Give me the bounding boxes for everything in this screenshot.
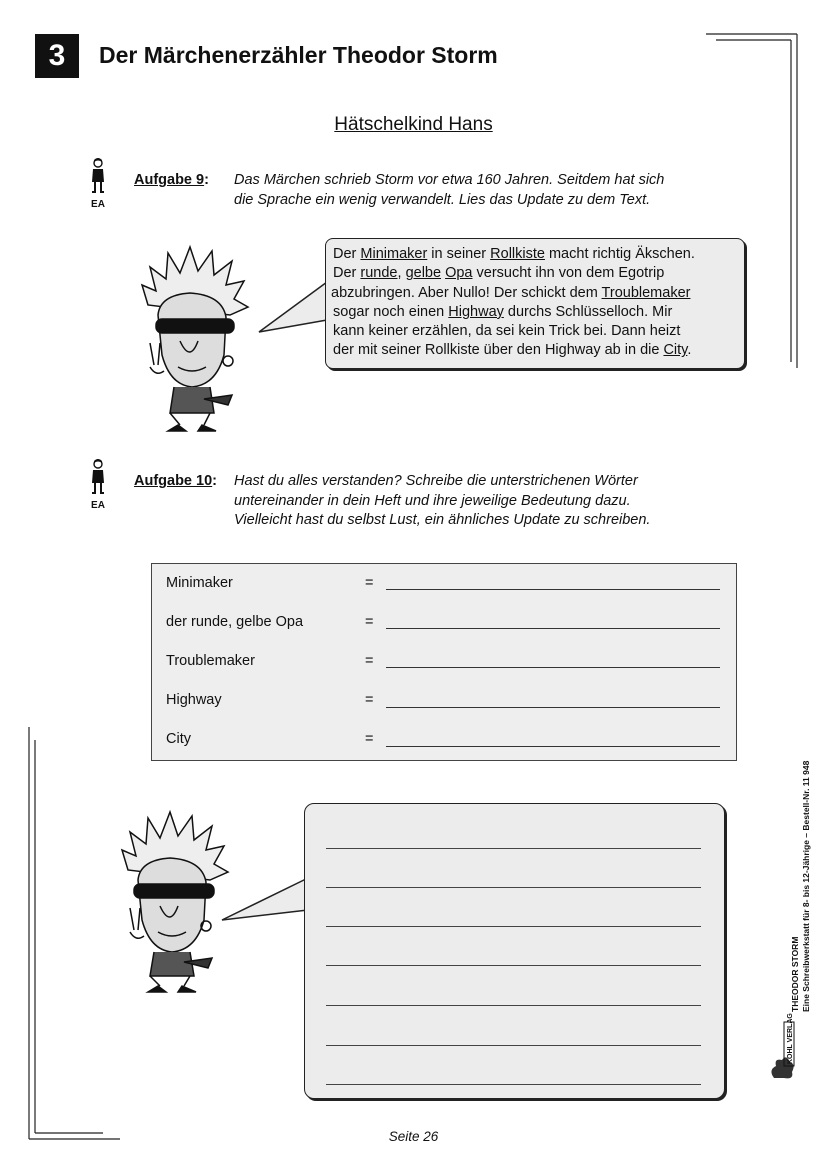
text: sogar noch einen xyxy=(333,303,449,320)
text: Der xyxy=(333,246,361,262)
side-line: THEODOR STORM xyxy=(790,936,800,1012)
underlined-word: City xyxy=(663,342,688,359)
underlined-word: Rollkiste xyxy=(490,246,545,262)
publisher-logo xyxy=(768,1013,798,1082)
text: macht richtig Äkschen. xyxy=(544,246,695,262)
update-line: kann keiner erzählen, da sei kein Trick bei. Dann heizt xyxy=(333,323,681,340)
equals-sign: = xyxy=(365,653,374,669)
text: versucht ihn von dem Egotrip xyxy=(472,265,665,282)
vocab-term: Troublemaker xyxy=(166,653,255,669)
task9-line: Das Märchen schrieb Storm vor etwa 160 Jahren. Seitdem hat sich xyxy=(234,172,665,188)
task10-line: untereinander in dein Heft und ihre jeweilige Bedeutung dazu. xyxy=(234,492,631,509)
answer-line[interactable] xyxy=(386,628,720,629)
writing-line[interactable] xyxy=(326,848,701,849)
text: , xyxy=(397,265,406,282)
subtitle-text: Hätschelkind Hans xyxy=(334,114,493,135)
section-subtitle xyxy=(0,114,827,136)
vocab-term: Highway xyxy=(166,692,222,708)
underlined-word: Troublemaker xyxy=(601,284,691,301)
task9-label-colon: : xyxy=(204,172,209,188)
task10-label-text: Aufgabe 10 xyxy=(134,473,213,489)
side-publication-info xyxy=(790,761,811,1012)
ea-label: EA xyxy=(91,199,105,210)
underlined-word: runde xyxy=(360,265,398,282)
rocker-grandpa-illustration xyxy=(140,245,250,435)
individual-work-icon xyxy=(88,156,108,196)
equals-sign: = xyxy=(365,731,374,747)
underlined-word: Highway xyxy=(448,303,504,320)
vocab-term: der runde, gelbe Opa xyxy=(166,614,304,630)
equals-sign: = xyxy=(365,692,374,708)
update-line xyxy=(333,341,695,360)
equals-sign: = xyxy=(365,575,374,591)
task9-label xyxy=(134,172,209,188)
page-title: Der Märchenerzähler Theodor Storm xyxy=(99,42,498,68)
vocab-term: Minimaker xyxy=(166,575,233,591)
page-number: Seite 26 xyxy=(388,1129,439,1144)
publisher-name: KOHL VERLAG xyxy=(787,1013,794,1064)
task9-instructions xyxy=(234,171,664,210)
task9-line: die Sprache ein wenig verwandelt. Lies das Update zu dem Text. xyxy=(234,191,651,208)
writing-line[interactable] xyxy=(326,965,701,966)
update-line xyxy=(331,284,695,303)
writing-line[interactable] xyxy=(326,1005,701,1006)
task10-label xyxy=(134,473,217,489)
update-line xyxy=(333,264,695,283)
underlined-word: Opa xyxy=(445,265,473,282)
individual-work-icon xyxy=(88,457,108,497)
answer-line[interactable] xyxy=(386,707,720,708)
text: der mit seiner Rollkiste über den Highway ab in die xyxy=(333,342,664,359)
text: in seiner xyxy=(427,246,491,262)
task10-label-colon: : xyxy=(212,473,218,489)
answer-line[interactable] xyxy=(386,746,720,747)
rocker-grandpa-illustration xyxy=(120,810,230,1000)
text: . xyxy=(687,342,692,359)
equals-sign: = xyxy=(365,614,374,630)
update-line xyxy=(333,303,695,322)
task10-instructions xyxy=(234,472,650,531)
writing-line[interactable] xyxy=(326,887,701,888)
answer-line[interactable] xyxy=(386,589,720,590)
task9-label-text: Aufgabe 9 xyxy=(134,172,205,188)
text: abzubringen. Aber Nullo! Der schickt dem xyxy=(331,284,602,301)
underlined-word: Minimaker xyxy=(360,246,428,262)
chapter-number-badge: 3 xyxy=(35,34,79,78)
side-line: Eine Schreibwerkstatt für 8- bis 12-Jährige – Bestell-Nr. 11 948 xyxy=(800,760,811,1012)
ea-label: EA xyxy=(91,500,105,511)
writing-line[interactable] xyxy=(326,1084,701,1085)
text: Der xyxy=(333,265,361,282)
text: durchs Schlüsselloch. Mir xyxy=(503,303,673,320)
update-text xyxy=(333,245,695,361)
task10-line: Hast du alles verstanden? Schreibe die unterstrichenen Wörter xyxy=(234,473,638,489)
underlined-word: gelbe xyxy=(405,265,442,282)
update-line xyxy=(333,245,695,264)
task10-line: Vielleicht hast du selbst Lust, ein ähnliches Update zu schreiben. xyxy=(234,512,651,528)
answer-line[interactable] xyxy=(386,667,720,668)
speech-bubble-tail xyxy=(255,280,335,360)
writing-line[interactable] xyxy=(326,1045,701,1046)
vocab-term: City xyxy=(166,731,191,747)
writing-line[interactable] xyxy=(326,926,701,927)
